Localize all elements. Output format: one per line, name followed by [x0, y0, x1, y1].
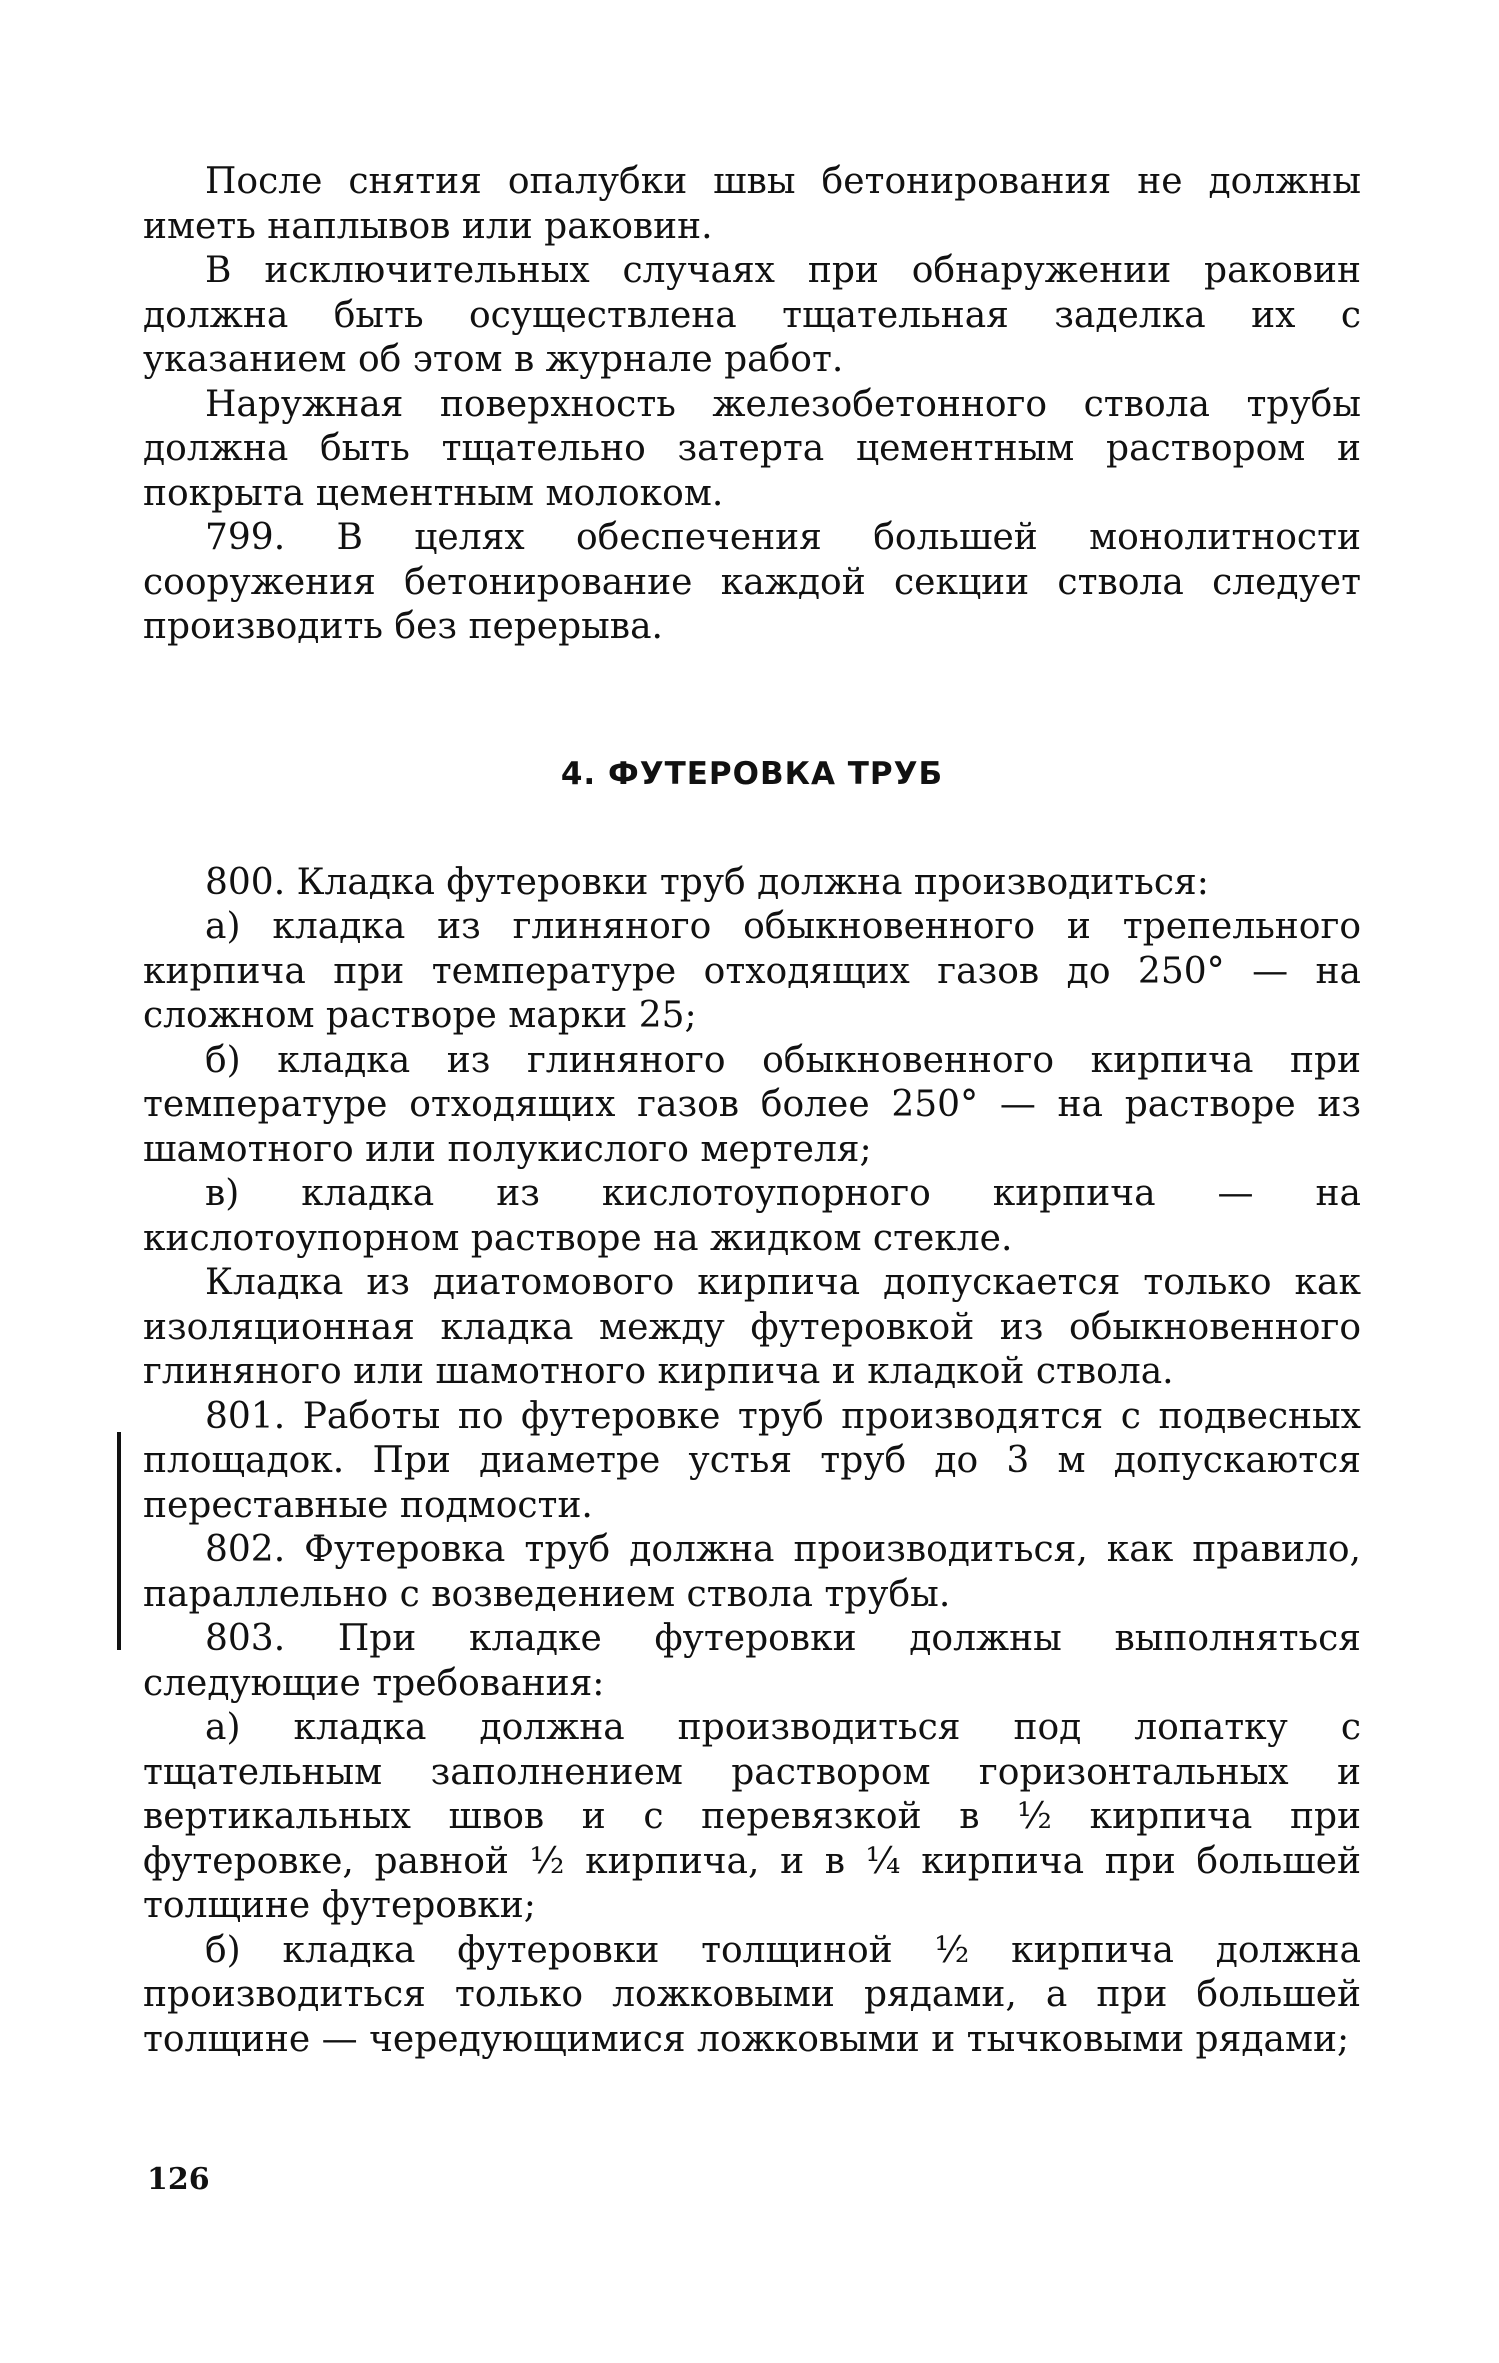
paragraph-800: 800. Кладка футеровки труб должна производиться:: [205, 861, 1209, 903]
paragraph-803-a: а) кладка должна производиться под лопатку с тщательным заполнением раствором горизонтальных и вертикальных швов и с перевязкой в ½ кирпича при футеровке, равной ½ кирпича, и в ¼ кирпича при большей толщине футеровки;: [143, 1707, 1361, 1926]
paragraph-800-v: в) кладка из кислотоупорного кирпича — на кислотоупорном растворе на жидком стекле.: [143, 1173, 1361, 1259]
section-heading: 4. ФУТЕРОВКА ТРУБ: [560, 755, 944, 792]
paragraph-803-b: б) кладка футеровки толщиной ½ кирпича должна производиться только ложковыми рядами, а при большей толщине — чередующимися ложковыми и тычковыми рядами;: [143, 1929, 1361, 2060]
page-body: [143, 160, 1361, 2062]
paragraph-802: 802. Футеровка труб должна производиться, как правило, параллельно с возведением ствола трубы.: [143, 1529, 1361, 1615]
paragraph-799: 799. В целях обеспечения большей монолитности сооружения бетонирование каждой секции ствола следует производить без перерыва.: [143, 517, 1361, 647]
paragraph-cavities-repair: В исключительных случаях при обнаружении раковин должна быть осуществлена тщательная заделка их с указанием об этом в журнале работ.: [143, 250, 1361, 380]
paragraph-801: 801. Работы по футеровке труб производятся с подвесных площадок. При диаметре устья труб до 3 м допускаются переставные подмости.: [143, 1395, 1361, 1526]
paragraph-diatomite-brick: Кладка из диатомового кирпича допускается только как изоляционная кладка между футеровкой из обыкновенного глиняного или шамотного кирпича и кладкой ствола.: [143, 1262, 1361, 1392]
paragraph-800-b: б) кладка из глиняного обыкновенного кирпича при температуре отходящих газов более 250° — на растворе из шамотного или полукислого мертеля;: [143, 1039, 1361, 1170]
paragraph-803: 803. При кладке футеровки должны выполняться следующие требования:: [143, 1618, 1361, 1704]
paragraph-800-a: а) кладка из глиняного обыкновенного и трепельного кирпича при температуре отходящих газов до 250° — на сложном растворе марки 25;: [143, 906, 1361, 1036]
paragraph-formwork-removal: После снятия опалубки швы бетонирования не должны иметь наплывов или раковин.: [143, 161, 1361, 247]
paragraph-outer-surface: Наружная поверхность железобетонного ствола трубы должна быть тщательно затерта цементным раствором и покрыта цементным молоком.: [143, 383, 1361, 514]
page-number: 126: [147, 2162, 210, 2197]
revision-margin-bar: [117, 1432, 121, 1650]
